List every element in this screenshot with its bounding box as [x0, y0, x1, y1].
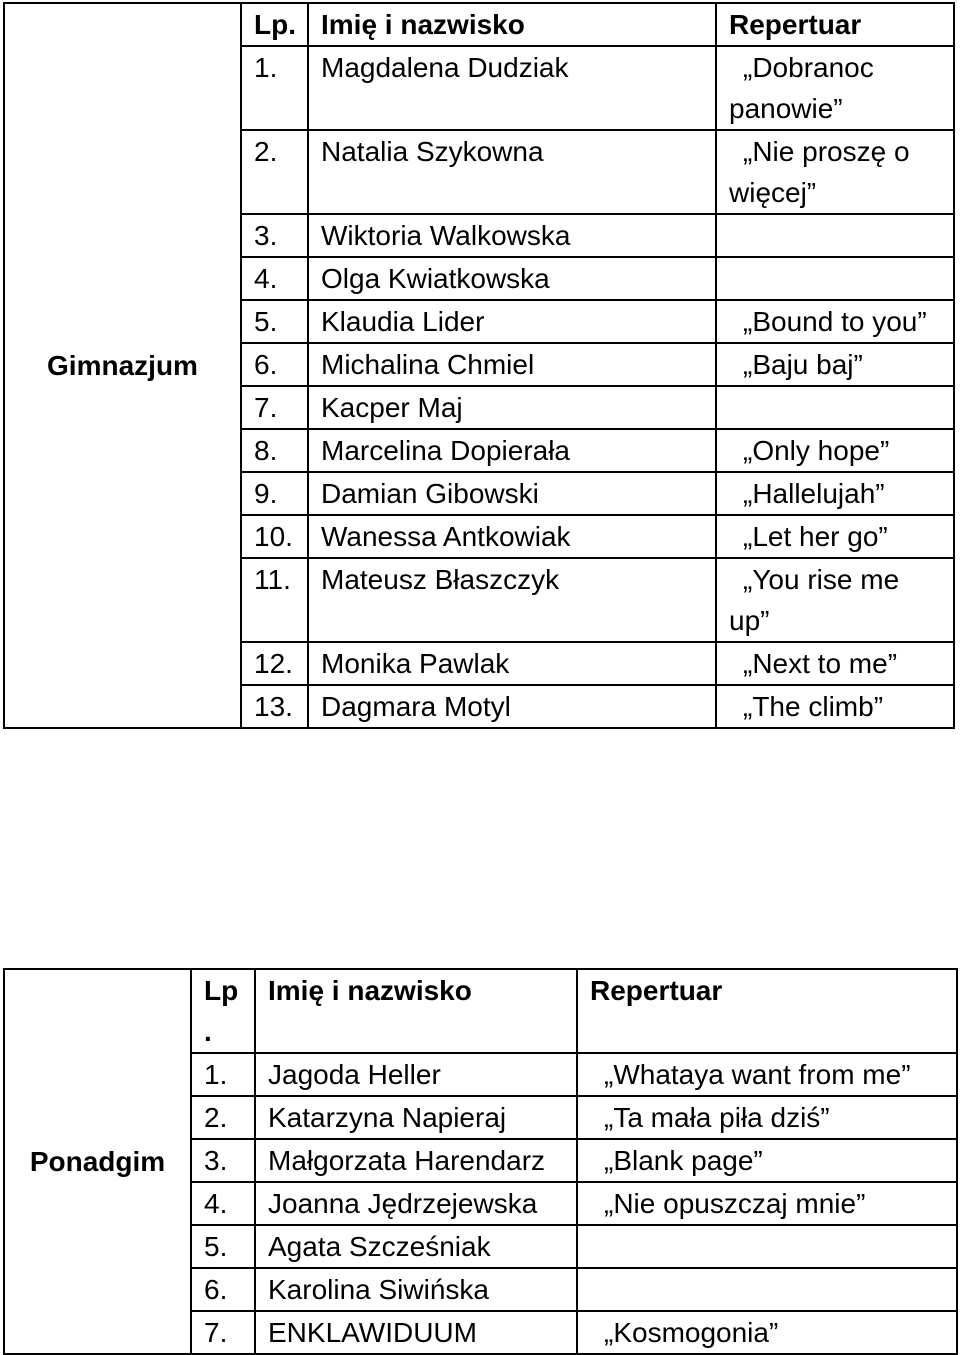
row-name: Olga Kwiatkowska — [308, 257, 716, 300]
header-name: Imię i nazwisko — [308, 3, 716, 46]
row-name: ENKLAWIDUUM — [255, 1311, 577, 1354]
row-song: „Only hope” — [716, 429, 954, 472]
row-lp: 4. — [191, 1182, 255, 1225]
gimnazjum-table — [3, 2, 955, 729]
row-song — [716, 386, 954, 429]
row-name: Monika Pawlak — [308, 642, 716, 685]
row-song: „Hallelujah” — [716, 472, 954, 515]
row-name: Natalia Szykowna — [308, 130, 716, 214]
row-lp: 4. — [241, 257, 308, 300]
header-name: Imię i nazwisko — [255, 969, 577, 1053]
row-name: Wiktoria Walkowska — [308, 214, 716, 257]
table-header-row — [4, 3, 954, 46]
row-lp: 3. — [191, 1139, 255, 1182]
row-name: Kacper Maj — [308, 386, 716, 429]
row-song: „Next to me” — [716, 642, 954, 685]
table-header-row — [4, 969, 957, 1053]
song-line: up” — [729, 605, 770, 636]
header-repertoire: Repertuar — [716, 3, 954, 46]
row-lp: 13. — [241, 685, 308, 728]
row-song: „Nie opuszczaj mnie” — [577, 1182, 957, 1225]
row-lp: 12. — [241, 642, 308, 685]
row-song — [716, 257, 954, 300]
song-line: panowie” — [729, 93, 843, 124]
row-song: „The climb” — [716, 685, 954, 728]
song-line: więcej” — [729, 177, 817, 208]
row-lp: 7. — [191, 1311, 255, 1354]
row-name: Dagmara Motyl — [308, 685, 716, 728]
row-song: „Kosmogonia” — [577, 1311, 957, 1354]
row-lp: 1. — [241, 46, 308, 130]
song-line: „Nie proszę o — [743, 136, 910, 167]
row-name: Agata Szcześniak — [255, 1225, 577, 1268]
row-lp: 6. — [191, 1268, 255, 1311]
row-song: „Blank page” — [577, 1139, 957, 1182]
row-lp: 5. — [191, 1225, 255, 1268]
row-name: Katarzyna Napieraj — [255, 1096, 577, 1139]
row-lp: 8. — [241, 429, 308, 472]
row-song: „Let her go” — [716, 515, 954, 558]
row-song: „Bound to you” — [716, 300, 954, 343]
row-lp: 1. — [191, 1053, 255, 1096]
row-name: Klaudia Lider — [308, 300, 716, 343]
header-repertoire: Repertuar — [577, 969, 957, 1053]
row-name: Wanessa Antkowiak — [308, 515, 716, 558]
row-name: Damian Gibowski — [308, 472, 716, 515]
row-song — [716, 130, 954, 214]
row-lp: 5. — [241, 300, 308, 343]
row-song — [716, 46, 954, 130]
row-song: „Baju baj” — [716, 343, 954, 386]
row-lp: 11. — [241, 558, 308, 642]
row-lp: 9. — [241, 472, 308, 515]
row-name: Joanna Jędrzejewska — [255, 1182, 577, 1225]
row-name: Karolina Siwińska — [255, 1268, 577, 1311]
header-lp: Lp . — [191, 969, 255, 1053]
row-song: „Whataya want from me” — [577, 1053, 957, 1096]
row-lp: 10. — [241, 515, 308, 558]
row-lp: 7. — [241, 386, 308, 429]
row-song — [577, 1225, 957, 1268]
row-song: „Ta mała piła dziś” — [577, 1096, 957, 1139]
group-label-gimnazjum: Gimnazjum — [4, 3, 241, 728]
row-lp: 2. — [241, 130, 308, 214]
row-name: Marcelina Dopierała — [308, 429, 716, 472]
song-line: „Dobranoc — [743, 52, 874, 83]
row-name: Małgorzata Harendarz — [255, 1139, 577, 1182]
row-lp: 6. — [241, 343, 308, 386]
row-song — [577, 1268, 957, 1311]
song-line: „You rise me — [743, 564, 900, 595]
ponadgim-table — [3, 968, 958, 1355]
header-lp: Lp. — [241, 3, 308, 46]
group-label-ponadgim: Ponadgim — [4, 969, 191, 1354]
row-name: Mateusz Błaszczyk — [308, 558, 716, 642]
row-name: Jagoda Heller — [255, 1053, 577, 1096]
row-song — [716, 214, 954, 257]
row-name: Magdalena Dudziak — [308, 46, 716, 130]
row-lp: 2. — [191, 1096, 255, 1139]
row-song — [716, 558, 954, 642]
row-name: Michalina Chmiel — [308, 343, 716, 386]
row-lp: 3. — [241, 214, 308, 257]
